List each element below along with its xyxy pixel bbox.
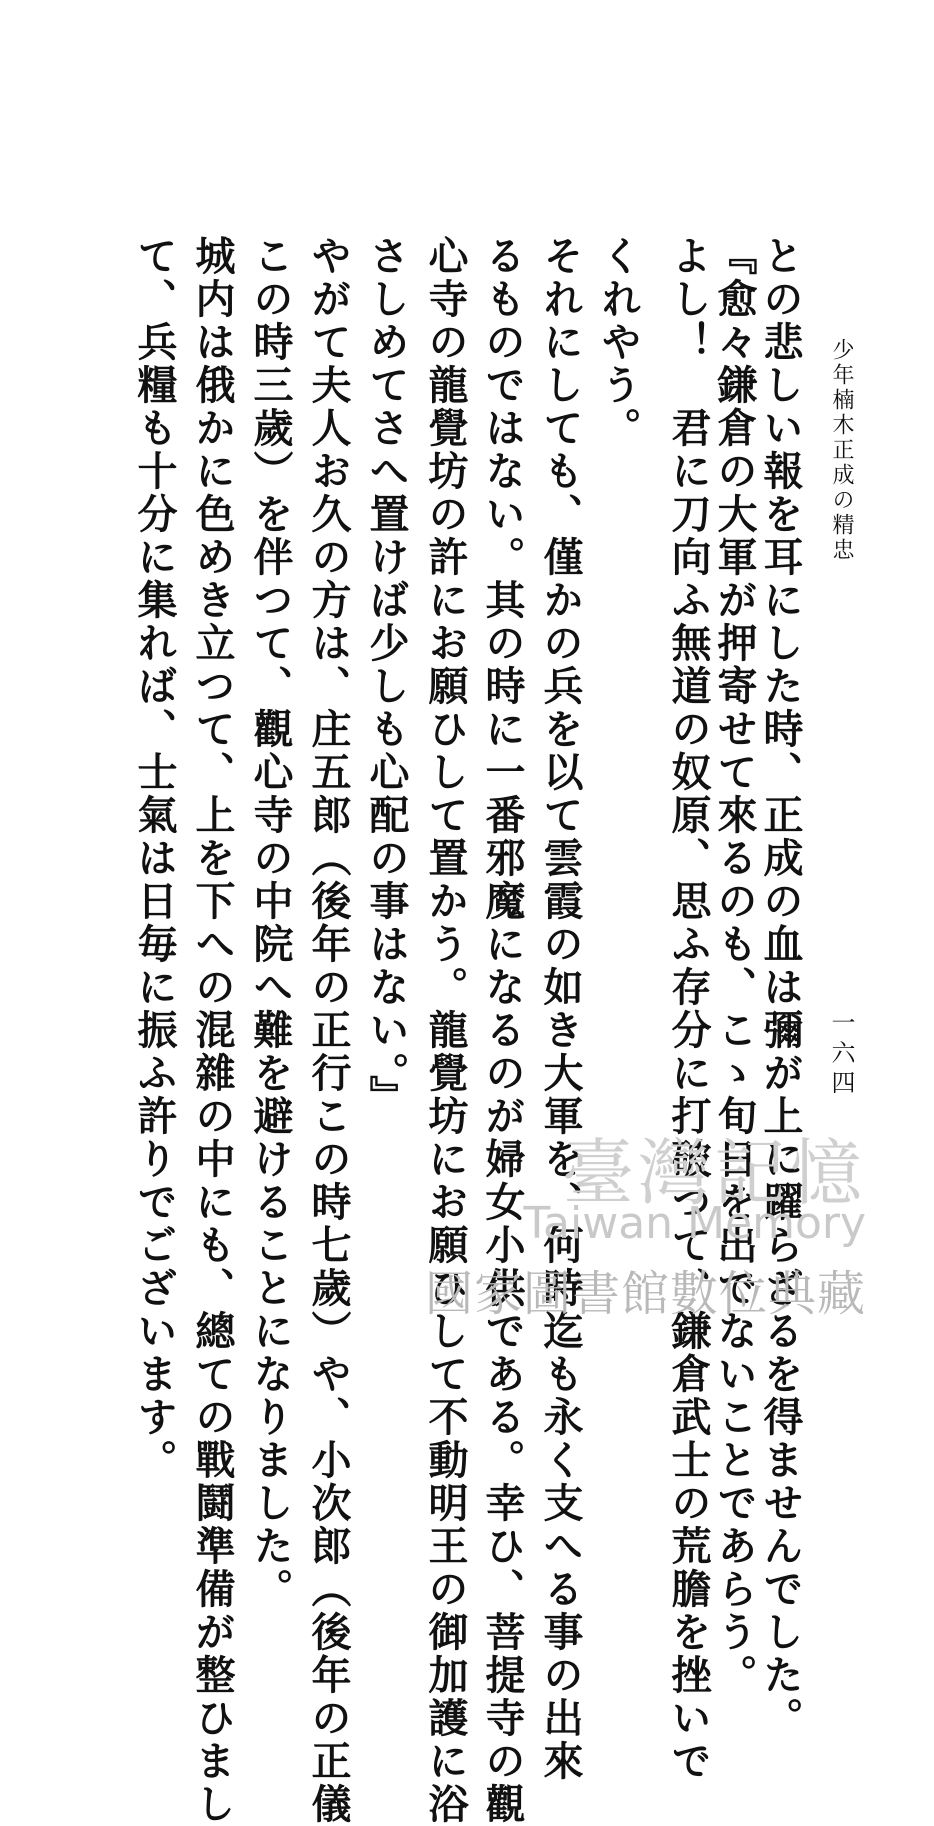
running-header-title: 少年楠木正成の精忠	[829, 338, 854, 563]
text-line-11: 城内は俄かに色めき立つて、上を下への混雜の中にも、總ての戰鬪準備が整ひまし	[189, 235, 236, 1826]
watermark-subtitle: 國家圖書館數位典藏	[424, 1266, 866, 1322]
text-line-2: 『愈々鎌倉の大軍が押寄せて來るのも、こゝ旬日を出でないことであらう。	[711, 235, 758, 1697]
watermark-logo-chinese: 臺灣記憶	[561, 1131, 866, 1215]
text-line-5: それにしても、僅かの兵を以て雲霞の如き大軍を、何時迄も永く支へる事の出來	[537, 235, 584, 1783]
page-number: 一六四	[827, 1010, 855, 1100]
text-line-7: 心寺の龍覺坊の許にお願ひして置かう。龍覺坊にお願ひして不動明王の御加護に浴	[422, 235, 469, 1826]
text-line-4: くれやう。	[595, 235, 642, 450]
text-line-3: よし！ 君に刀向ふ無道の奴原、思ふ存分に打破つて、鎌倉武士の荒膽を挫いで	[665, 235, 712, 1783]
text-line-8: さしめてさへ置けば少しも心配の事はない。』	[363, 235, 410, 1118]
text-line-9: やがて夫人お久の方は、庄五郎（後年の正行この時七歲）や、小次郎（後年の正儀	[305, 235, 352, 1826]
text-line-6: るものではない。其の時に一番邪魔になるのが婦女小供である。幸ひ、菩提寺の觀	[479, 235, 526, 1826]
text-line-12: て、兵糧も十分に集れば、士氣は日毎に振ふ許りでございます。	[131, 235, 178, 1482]
watermark-logo-english: Taiwan Memory	[523, 1198, 866, 1249]
text-line-10: この時三歲）を伴つて、觀心寺の中院へ難を避けることになりました。	[247, 235, 294, 1611]
text-line-1: との悲しい報を耳にした時、正成の血は彌が上に躍らざるを得ませんでした。	[757, 235, 804, 1740]
